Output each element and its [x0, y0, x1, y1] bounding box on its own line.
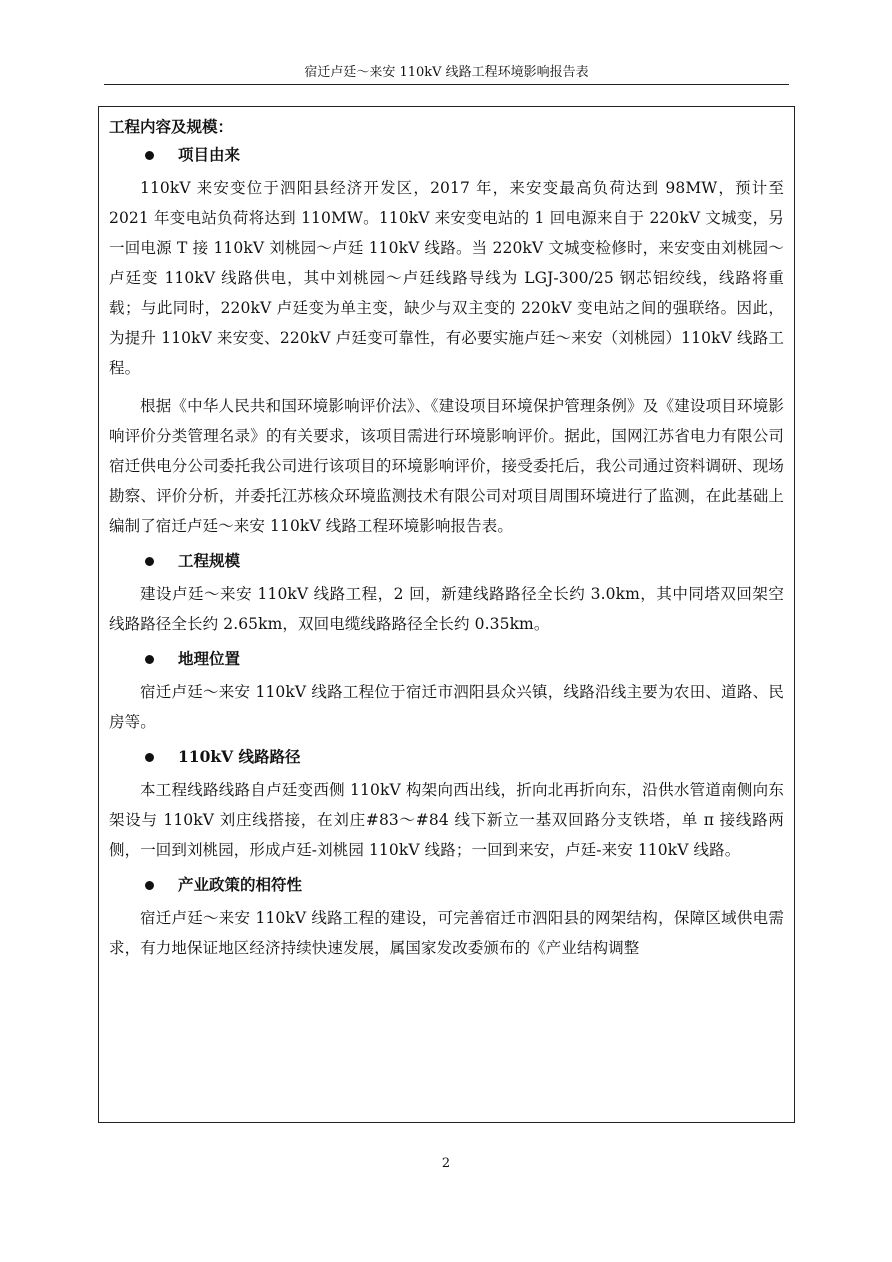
bullet-icon	[145, 753, 154, 762]
content-box	[98, 106, 795, 1123]
heading-text: 工程规模	[178, 551, 241, 570]
heading-industry-policy	[145, 873, 784, 897]
page-number: 2	[441, 1156, 451, 1171]
heading-project-origin	[145, 143, 784, 167]
heading-project-scale	[145, 549, 784, 573]
paragraph: 根据《中华人民共和国环境影响评价法》、《建设项目环境保护管理条例》及《建设项目环境影响评价分类管理名录》的有关要求，该项目需进行环境影响评价。据此，国网江苏省电力有限公司宿迁供电分公司委托我公司进行该项目的环境影响评价，接受委托后，我公司通过资料调研、现场勘察、评价分析，并委托江苏核众环境监测技术有限公司对项目周围环境进行了监测，在此基础上编制了宿迁卢廷～来安 110kV 线路工程环境影响报告表。	[109, 397, 784, 535]
heading-line-route	[145, 745, 784, 769]
section-title: 工程内容及规模：	[109, 117, 234, 136]
paragraph: 宿迁卢廷～来安 110kV 线路工程的建设，可完善宿迁市泗阳县的网架结构，保障区域供电需求，有力地保证地区经济持续快速发展，属国家发改委颁布的《产业结构调整	[109, 909, 784, 957]
bullet-icon	[145, 557, 154, 566]
paragraph: 建设卢廷～来安 110kV 线路工程，2 回，新建线路路径全长约 3.0km，其中同塔双回架空线路路径全长约 2.65km，双回电缆线路路径全长约 0.35km。	[109, 585, 784, 633]
bullet-icon	[145, 151, 154, 160]
bullet-icon	[145, 881, 154, 890]
heading-text: 110kV 线路路径	[178, 747, 301, 766]
paragraph: 110kV 来安变位于泗阳县经济开发区，2017 年，来安变最高负荷达到 98MW，预计至 2021 年变电站负荷将达到 110MW。110kV 来安变电站的 1 回电源来自于 220kV 文城变，另一回电源 T 接 110kV 刘桃园～卢廷 110kV 线路。当 220kV 文城变检修时，来安变由刘桃园～卢廷变 110kV 线路供电，其中刘桃园～卢廷线路导线为 LGJ-300/25 钢芯铝绞线，线路将重载；与此同时，220kV 卢廷变为单主变，缺少与双主变的 220kV 变电站之间的强联络。因此，为提升 110kV 来安变、220kV 卢廷变可靠性，有必要实施卢廷～来安（刘桃园）110kV 线路工程。	[109, 179, 784, 377]
heading-text: 项目由来	[178, 145, 241, 164]
running-header: 宿迁卢廷～来安 110kV 线路工程环境影响报告表	[304, 65, 589, 80]
paragraph: 宿迁卢廷～来安 110kV 线路工程位于宿迁市泗阳县众兴镇，线路沿线主要为农田、道路、民房等。	[109, 683, 784, 731]
header-rule	[104, 84, 789, 85]
heading-text: 产业政策的相符性	[178, 875, 303, 894]
heading-location	[145, 647, 784, 671]
paragraph: 本工程线路线路自卢廷变西侧 110kV 构架向西出线，折向北再折向东，沿供水管道南侧向东架设与 110kV 刘庄线搭接，在刘庄#83～#84 线下新立一基双回路分支铁塔，单 π 接线路两侧，一回到刘桃园，形成卢廷-刘桃园 110kV 线路；一回到来安，卢廷-来安 110kV 线路。	[109, 781, 784, 859]
heading-text: 地理位置	[178, 649, 241, 668]
bullet-icon	[145, 655, 154, 664]
